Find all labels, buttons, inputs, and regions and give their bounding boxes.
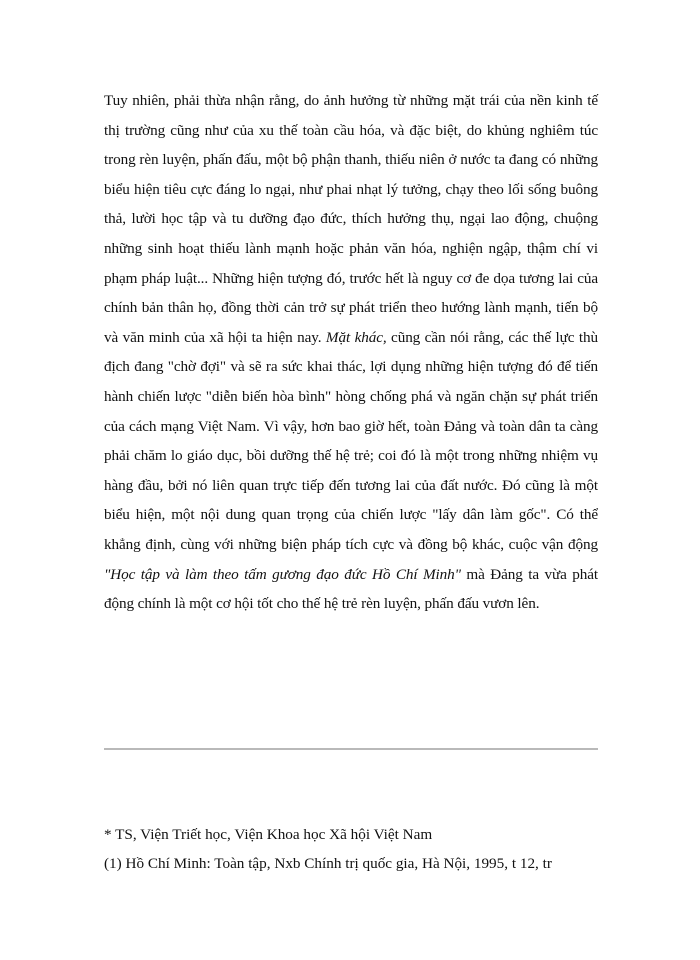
body-italic-phrase-1: Mặt khác, <box>325 328 387 346</box>
body-text-segment-2: cũng cần nói rằng, các thế lực thù địch đang "chờ đợi" và sẽ ra sức khai thác, lợi dụng những hiện tượng đó để tiến hành chiến lược "diễn biến hòa bình" hòng chống phá và ngăn chặn sự phát triển của cách mạng Việt Nam. Vì vậy, hơn bao giờ hết, toàn Đảng và toàn dân ta càng phải chăm lo giáo dục, bồi dưỡng thế hệ trẻ; coi đó là một trong những nhiệm vụ hàng đầu, bởi nó liên quan trực tiếp đến tương lai của đất nước. Đó cũng là một biểu hiện, một nội dung quan trọng của chiến lược "lấy dân làm gốc". Có thể khẳng định, cùng với những biện pháp tích cực và đồng bộ khác, cuộc vận động <box>104 328 598 553</box>
footnote-1: (1) Hồ Chí Minh: Toàn tập, Nxb Chính trị quốc gia, Hà Nội, 1995, t 12, tr <box>104 855 552 872</box>
body-text-segment-3: mà Đảng ta vừa phát động chính là một cơ hội tốt cho thế hệ trẻ rèn luyện, phấn đấu vươn lên. <box>104 565 598 613</box>
body-paragraph <box>104 86 598 619</box>
body-text-segment-1: Tuy nhiên, phải thừa nhận rằng, do ảnh hưởng từ những mặt trái của nền kinh tế thị trường cũng như của xu thế toàn cầu hóa, và đặc biệt, do khủng nghiêm túc trong rèn luyện, phấn đấu, một bộ phận thanh, thiếu niên ở nước ta đang có những biểu hiện tiêu cực đáng lo ngại, như phai nhạt lý tưởng, chạy theo lối sống buông thả, lười học tập và tu dưỡng đạo đức, thích hưởng thụ, ngại lao động, chuộng những sinh hoạt thiếu lành mạnh hoặc phản văn hóa, nghiện ngập, thậm chí vi phạm pháp luật... Những hiện tượng đó, trước hết là nguy cơ đe dọa tương lai của chính bản thân họ, đồng thời cản trở sự phát triển theo hướng lành mạnh, tiến bộ và văn minh của xã hội ta hiện nay. <box>104 92 598 346</box>
footnote-author: * TS, Viện Triết học, Viện Khoa học Xã hội Việt Nam <box>104 826 433 843</box>
footnote-separator <box>104 748 598 750</box>
body-italic-phrase-2: "Học tập và làm theo tấm gương đạo đức Hồ Chí Minh" <box>104 565 461 583</box>
footnotes <box>104 820 604 878</box>
